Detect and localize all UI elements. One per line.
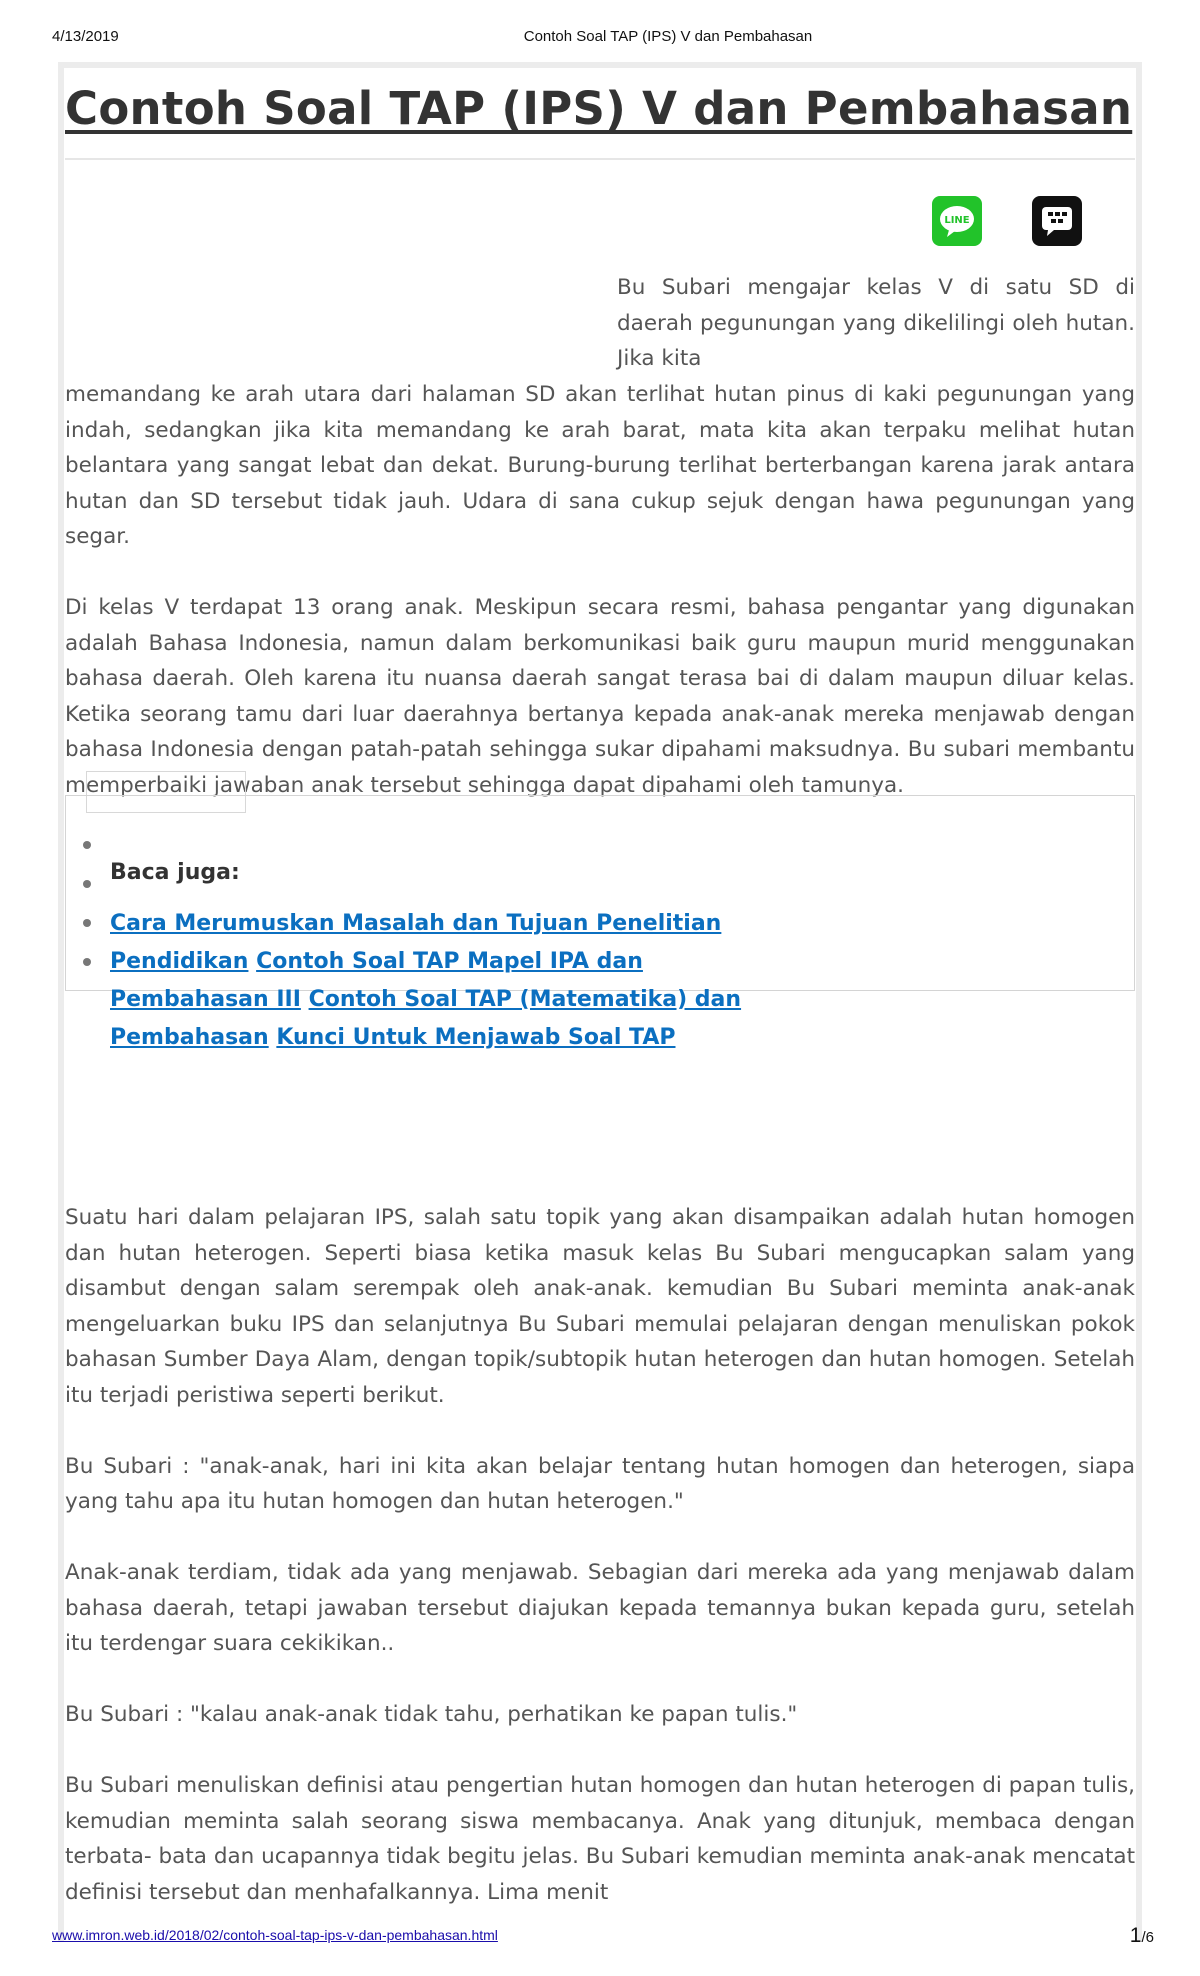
bbm-bubble-icon [1039,204,1075,238]
article-body [65,1200,1135,1946]
line-bubble-icon [937,204,977,238]
print-header [0,28,1200,48]
page-title[interactable]: Contoh Soal TAP (IPS) V dan Pembahasan [65,82,1133,135]
kelas-paragraph: Di kelas V terdapat 13 orang anak. Meskipun secara resmi, bahasa pengantar yang digunakan adalah Bahasa Indonesia, namun dalam berkomunikasi baik guru maupun murid menggunakan bahasa daerah. Oleh karena itu nuansa daerah sangat terasa bai di dalam maupun diluar kelas. Ketika seorang tamu dari luar daerahnya bertanya kepada anak-anak mereka menjawab dengan bahasa Indonesia dengan patah-patah sehingga sukar dipahami maksudnya. Bu subari membantu memperbaiki jawaban anak tersebut sehingga dapat dipahami oleh tamunya. [65,595,1135,798]
print-date: 4/13/2019 [52,28,119,45]
bullet-icon [83,880,91,888]
body-paragraph: Bu Subari : "kalau anak-anak tidak tahu, perhatikan ke papan tulis." [65,1702,798,1727]
line-share-icon[interactable] [932,196,982,246]
body-paragraph: Bu Subari : "anak-anak, hari ini kita akan belajar tentang hutan homogen dan heterogen, siapa yang tahu apa itu hutan homogen dan hutan heterogen." [65,1453,1135,1514]
body-paragraph: Anak-anak terdiam, tidak ada yang menjawab. Sebagian dari mereka ada yang menjawab dalam bahasa daerah, tetapi jawaban tersebut diajukan kepada temannya bukan kepada guru, setelah itu terdengar suara cekikikan.. [65,1560,1135,1656]
title-divider [65,158,1135,160]
related-links [110,905,750,1057]
body-paragraph: Suatu hari dalam pelajaran IPS, salah satu topik yang akan disampaikan adalah hutan homogen dan hutan heterogen. Seperti biasa ketika masuk kelas Bu Subari mengucapkan salam yang disambut dengan salam serempak oleh anak-anak. kemudian Bu Subari meminta anak-anak mengeluarkan buku IPS dan selanjutnya Bu Subari memulai pelajaran dengan menuliskan pokok bahasan Sumber Daya Alam, dengan topik/subtopik hutan heterogen dan hutan homogen. Setelah itu terjadi peristiwa seperti berikut. [65,1205,1135,1408]
related-link[interactable]: Contoh Soal TAP (Matematika) dan Pembahasan [110,987,742,1050]
bullet-icon [83,841,91,849]
intro-paragraph-wrapped: Bu Subari mengajar kelas V di satu SD di daerah pegunungan yang dikelilingi oleh hutan. Jika kita [617,275,1135,371]
bullet-icon [83,919,91,927]
related-heading: Baca juga: [110,860,240,885]
related-link[interactable]: Kunci Untuk Menjawab Soal TAP [276,1025,676,1050]
footer-url[interactable]: www.imron.web.id/2018/02/contoh-soal-tap-ips-v-dan-pembahasan.html [52,1927,498,1943]
related-link[interactable]: Contoh Soal TAP Mapel IPA dan Pembahasan III [110,949,643,1012]
bbm-share-icon[interactable] [1032,196,1082,246]
bullet-icon [83,958,91,966]
intro-paragraph-continued: memandang ke arah utara dari halaman SD akan terlihat hutan pinus di kaki pegunungan yang indah, sedangkan jika kita memandang ke arah barat, mata kita akan terpaku melihat hutan belantara yang sangat lebat dan dekat. Burung-burung terlihat berterbangan karena jarak antara hutan dan SD tersebut tidak jauh. Udara di sana cukup sejuk dengan hawa pegunungan yang segar. [65,382,1135,549]
page-total: /6 [1141,1929,1154,1946]
page-number [1130,1924,1154,1948]
page-current: 1 [1129,1924,1142,1947]
print-title: Contoh Soal TAP (IPS) V dan Pembahasan [523,28,813,45]
body-paragraph: Bu Subari menuliskan definisi atau pengertian hutan homogen dan hutan heterogen di papan tulis, kemudian meminta salah seorang siswa membacanya. Anak yang ditunjuk, membaca dengan terbata- bata dan ucapannya tidak begitu jelas. Bu Subari kemudian meminta anak-anak mencatat definisi tersebut dan menhafalkannya. Lima menit [65,1773,1135,1905]
svg-text:LINE: LINE [944,215,970,226]
related-link[interactable]: Cara Merumuskan Masalah dan Tujuan Penelitian Pendidikan [110,911,722,974]
